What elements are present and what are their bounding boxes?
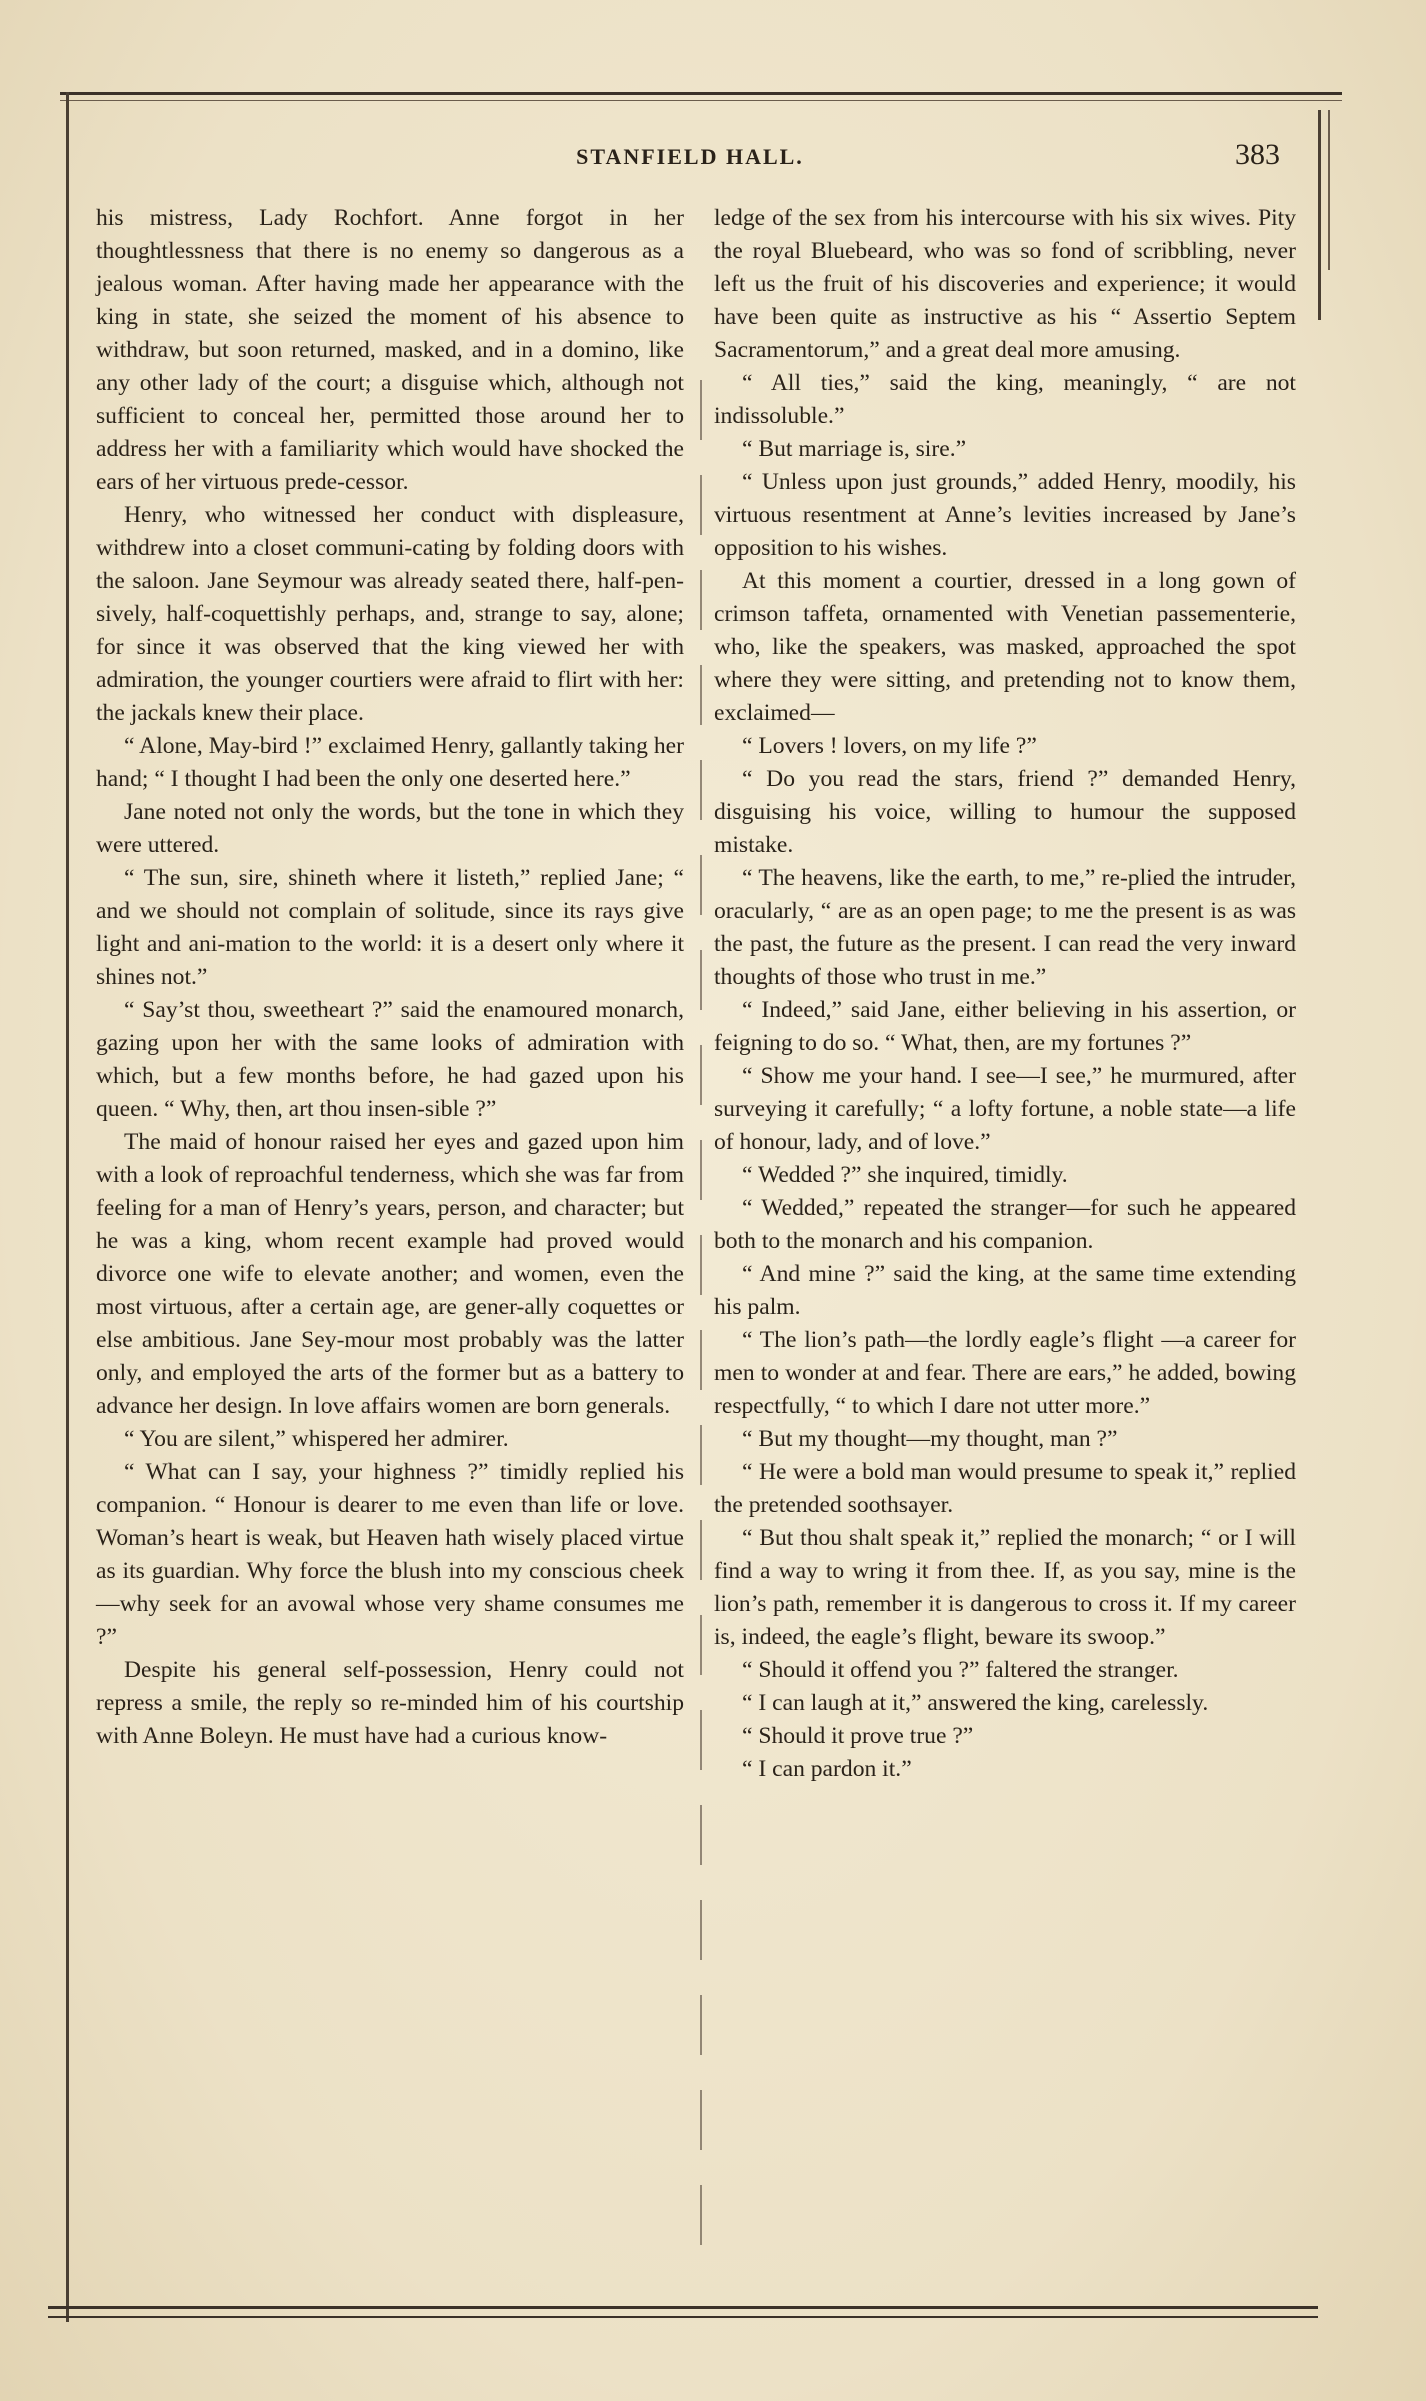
- paragraph: “ Show me your hand. I see—I see,” he murmured, after surveying it carefully; “ a lofty fortune, a noble state—a life of honour, lady, and of love.”: [714, 1063, 1296, 1155]
- paragraph: The maid of honour raised her eyes and gazed upon him with a look of reproachful tenderness, which she was far from feeling for a man of Henry’s years, person, and character; but he was a king, whom recent example had proved would divorce one wife to elevate another; and women, even the most virtuous, after a certain age, are gener-ally coquettes or else ambitious. Jane Sey-mour most probably was the latter only, and employed the arts of the former but as a battery to advance her design. In love affairs women are born generals.: [96, 1129, 684, 1419]
- paragraph: “ Say’st thou, sweetheart ?” said the enamoured monarch, gazing upon her with the same looks of admiration with which, but a few months before, he had gazed upon his queen. “ Why, then, art thou insen-sible ?”: [96, 997, 684, 1122]
- paragraph: “ Should it offend you ?” faltered the stranger.: [742, 1657, 1179, 1683]
- paragraph: “ He were a bold man would presume to speak it,” replied the pretended soothsayer.: [714, 1459, 1296, 1518]
- paragraph: “ All ties,” said the king, meaningly, “ are not indissoluble.”: [714, 370, 1296, 429]
- paragraph: “ I can laugh at it,” answered the king, carelessly.: [742, 1690, 1209, 1716]
- paragraph: At this moment a courtier, dressed in a long gown of crimson taffeta, ornamented with Venetian passementerie, who, like the speakers, was masked, approached the spot where they were sitting, and pretending not to know them, exclaimed—: [714, 568, 1296, 726]
- top-border-rule: [60, 92, 1342, 95]
- paragraph: “ But marriage is, sire.”: [742, 436, 967, 462]
- paragraph: “ The lion’s path—the lordly eagle’s flight —a career for men to wonder at and fear. There are ears,” he added, bowing respectfully, “ to which I dare not utter more.”: [714, 1327, 1296, 1419]
- paragraph: “ The heavens, like the earth, to me,” re-plied the intruder, oracularly, “ are as an open page; to me the present is as was the past, the future as the present. I can read the very inward thoughts of those who trust in me.”: [714, 865, 1296, 990]
- page-header: [80, 138, 1300, 186]
- paragraph: Henry, who witnessed her conduct with displeasure, withdrew into a closet communi-cating by folding doors with the saloon. Jane Seymour was already seated there, half-pen-sively, half-coquettishly perhaps, and, strange to say, alone; for since it was observed that the king viewed her with admiration, the younger courtiers were afraid to flirt with her: the jackals knew their place.: [96, 502, 684, 726]
- top-border-rule-thin: [60, 100, 1342, 101]
- paragraph: “ The sun, sire, shineth where it listeth,” replied Jane; “ and we should not complain of solitude, since its rays give light and ani-mation to the world: it is a desert only where it shines not.”: [96, 865, 684, 990]
- right-border-rule-thin: [1328, 110, 1330, 270]
- paragraph: “ Wedded ?” she inquired, timidly.: [742, 1162, 1068, 1188]
- paragraph: “ Unless upon just grounds,” added Henry, moodily, his virtuous resentment at Anne’s levities increased by Jane’s opposition to his wishes.: [714, 469, 1296, 561]
- paragraph: “ What can I say, your highness ?” timidly replied his companion. “ Honour is dearer to me even than life or love. Woman’s heart is weak, but Heaven hath wisely placed virtue as its guardian. Why force the blush into my conscious cheek—why seek for an avowal whose very shame consumes me ?”: [96, 1459, 684, 1650]
- paragraph: “ Alone, May-bird !” exclaimed Henry, gallantly taking her hand; “ I thought I had been the only one deserted here.”: [96, 733, 684, 792]
- paragraph: “ You are silent,” whispered her admirer.: [124, 1426, 509, 1452]
- right-border-rule: [1318, 110, 1321, 320]
- paragraph: Despite his general self-possession, Henry could not repress a smile, the reply so re-minded him of his courtship with Anne Boleyn. He must have had a curious know-: [96, 1657, 684, 1749]
- paragraph: “ Lovers ! lovers, on my life ?”: [742, 733, 1037, 759]
- left-border-rule: [66, 92, 69, 2322]
- paragraph: “ I can pardon it.”: [742, 1756, 912, 1782]
- left-column: [96, 202, 684, 1753]
- paragraph: “ But my thought—my thought, man ?”: [742, 1426, 1118, 1452]
- paragraph: “ Indeed,” said Jane, either believing in his assertion, or feigning to do so. “ What, then, are my fortunes ?”: [714, 997, 1296, 1056]
- running-title: STANFIELD HALL.: [576, 144, 804, 169]
- paragraph: ledge of the sex from his intercourse with his six wives. Pity the royal Bluebeard, who was so fond of scribbling, never left us the fruit of his discoveries and experience; it would have been quite as instructive as his “ Assertio Septem Sacramentorum,” and a great deal more amusing.: [714, 205, 1296, 363]
- paragraph: his mistress, Lady Rochfort. Anne forgot in her thoughtlessness that there is no enemy so dangerous as a jealous woman. After having made her appearance with the king in state, she seized the moment of his absence to withdraw, but soon returned, masked, and in a domino, like any other lady of the court; a disguise which, although not sufficient to conceal her, permitted those around her to address her with a familiarity which would have shocked the ears of her virtuous prede-cessor.: [96, 205, 684, 495]
- page-number: 383: [1235, 138, 1280, 171]
- paragraph: “ And mine ?” said the king, at the same time extending his palm.: [714, 1261, 1296, 1320]
- paragraph: “ Should it prove true ?”: [742, 1723, 974, 1749]
- paragraph: Jane noted not only the words, but the tone in which they were uttered.: [96, 799, 684, 858]
- paragraph: “ Wedded,” repeated the stranger—for such he appeared both to the monarch and his companion.: [714, 1195, 1296, 1254]
- right-column: [714, 202, 1296, 1786]
- paragraph: “ Do you read the stars, friend ?” demanded Henry, disguising his voice, willing to humour the supposed mistake.: [714, 766, 1296, 858]
- bottom-border-rule-thin: [48, 2316, 1318, 2318]
- paragraph: “ But thou shalt speak it,” replied the monarch; “ or I will find a way to wring it from thee. If, as you say, mine is the lion’s path, remember it is dangerous to cross it. If my career is, indeed, the eagle’s flight, beware its swoop.”: [714, 1525, 1296, 1650]
- column-divider: [700, 380, 702, 2260]
- bottom-border-rule: [48, 2306, 1318, 2309]
